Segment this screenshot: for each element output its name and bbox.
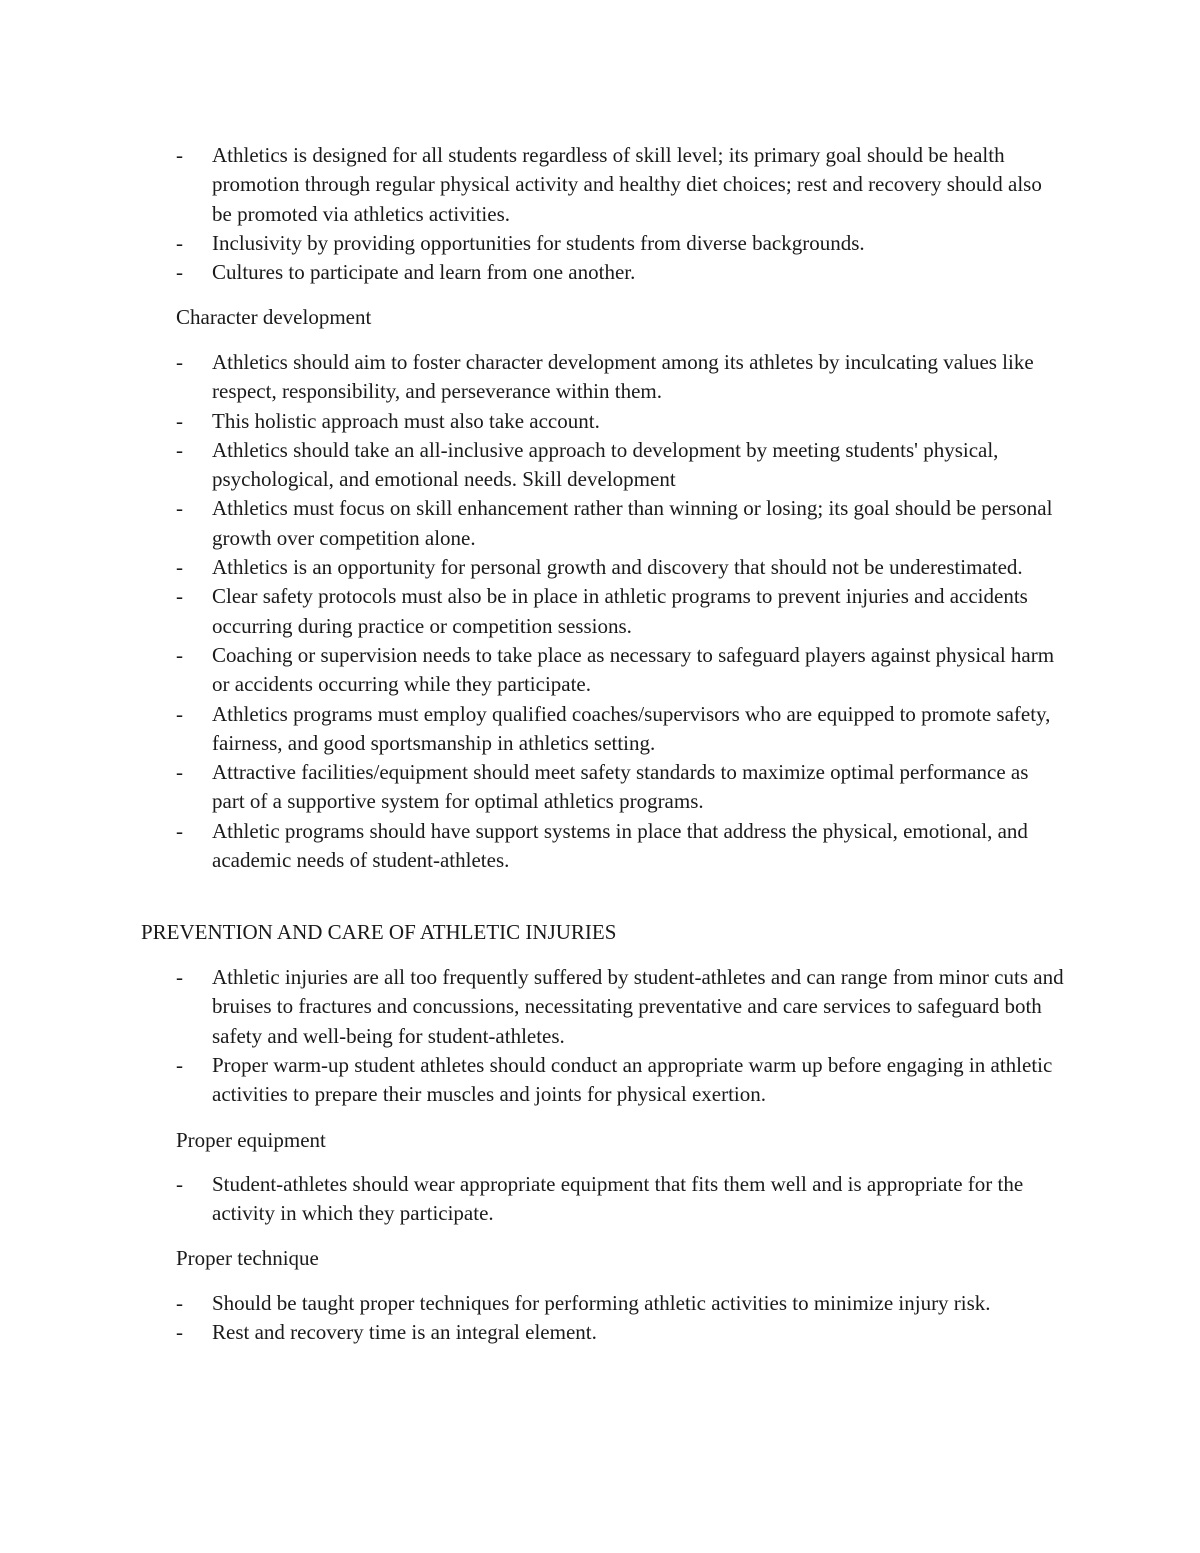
list-item xyxy=(176,817,1066,876)
list-item xyxy=(176,1170,1066,1229)
dash-bullet: - xyxy=(176,818,183,843)
list-item-text: Athletic programs should have support systems in place that address the physical, emotional, and academic needs of student-athletes. xyxy=(212,818,1028,873)
list-item xyxy=(176,1289,1066,1318)
list-item-text: Athletics is an opportunity for personal growth and discovery that should not be underestimated. xyxy=(212,555,1023,580)
dash-bullet: - xyxy=(176,965,183,989)
list-item-text: Cultures to participate and learn from one another. xyxy=(212,260,636,285)
list-item-text: Student-athletes should wear appropriate equipment that fits them well and is appropriate for the activity in which they participate. xyxy=(212,1172,1024,1226)
list-item xyxy=(176,1318,1066,1347)
dash-bullet: - xyxy=(176,584,183,609)
list-item xyxy=(176,758,1066,817)
heading-proper-equipment: Proper equipment xyxy=(176,1128,326,1152)
list-item-text: Athletics is designed for all students regardless of skill level; its primary goal should be health promotion through regular physical activity and healthy diet choices; rest and recovery should also be promoted via athletics activities. xyxy=(212,143,1042,226)
list-item-text: Should be taught proper techniques for performing athletic activities to minimize injury risk. xyxy=(212,1291,991,1315)
list-item-text: This holistic approach must also take account. xyxy=(212,408,600,433)
list-item-text: Athletics must focus on skill enhancement rather than winning or losing; its goal should be personal growth over competition alone. xyxy=(212,496,1053,550)
list-item-text: Rest and recovery time is an integral element. xyxy=(212,1320,597,1345)
list-item-text: Attractive facilities/equipment should meet safety standards to maximize optimal performance as part of a supportive system for optimal athletics programs. xyxy=(212,760,1029,814)
list-item xyxy=(176,582,1066,641)
dash-bullet: - xyxy=(176,408,183,433)
list-item-text: Athletics should aim to foster character development among its athletes by inculcating values like respect, responsibility, and perseverance within them. xyxy=(212,350,1034,404)
list-item xyxy=(176,553,1066,582)
list-item xyxy=(176,700,1066,759)
list-item-text: Inclusivity by providing opportunities for students from diverse backgrounds. xyxy=(212,230,865,255)
dash-bullet: - xyxy=(176,1052,183,1077)
list-item-text: Athletic injuries are all too frequently suffered by student-athletes and can range from minor cuts and bruises to fractures and concussions, necessitating preventative and care services to safeguard both safety and well-being for student-athletes. xyxy=(212,965,1064,1048)
list-item xyxy=(176,229,1066,258)
list-item-text: Athletics should take an all-inclusive approach to development by meeting students' physical, psychological, and emotional needs. Skill development xyxy=(212,437,999,492)
dash-bullet: - xyxy=(176,555,183,580)
list-item-text: Coaching or supervision needs to take place as necessary to safeguard players against physical harm or accidents occurring while they participate. xyxy=(212,642,1055,697)
dash-bullet: - xyxy=(176,1291,183,1315)
intro-bullet-list xyxy=(176,141,1066,287)
list-item-text: Clear safety protocols must also be in place in athletic programs to prevent injuries and accidents occurring during practice or competition sessions. xyxy=(212,584,1028,638)
list-item xyxy=(176,348,1066,407)
dash-bullet: - xyxy=(176,437,183,462)
heading-prevention-care: PREVENTION AND CARE OF ATHLETIC INJURIES xyxy=(141,920,617,944)
dash-bullet: - xyxy=(176,350,183,374)
dash-bullet: - xyxy=(176,496,183,521)
list-item xyxy=(176,963,1066,1051)
list-item xyxy=(176,141,1066,229)
character-bullet-list xyxy=(176,348,1066,875)
list-item-text: Proper warm-up student athletes should conduct an appropriate warm up before engaging in athletic activities to prepare their muscles and joints for physical exertion. xyxy=(212,1052,1053,1107)
dash-bullet: - xyxy=(176,701,183,726)
list-item xyxy=(176,494,1066,553)
equipment-bullet-list xyxy=(176,1170,1066,1229)
heading-proper-technique: Proper technique xyxy=(176,1246,319,1270)
dash-bullet: - xyxy=(176,1172,183,1196)
list-item xyxy=(176,436,1066,495)
list-item xyxy=(176,1051,1066,1110)
prevention-bullet-list xyxy=(176,963,1066,1109)
dash-bullet: - xyxy=(176,1320,183,1345)
list-item xyxy=(176,258,1066,287)
dash-bullet: - xyxy=(176,760,183,785)
list-item-text: Athletics programs must employ qualified coaches/supervisors who are equipped to promote safety, fairness, and good sportsmanship in athletics setting. xyxy=(212,701,1051,755)
technique-bullet-list xyxy=(176,1289,1066,1348)
dash-bullet: - xyxy=(176,260,183,285)
list-item xyxy=(176,641,1066,700)
dash-bullet: - xyxy=(176,642,183,667)
dash-bullet: - xyxy=(176,230,183,255)
heading-character-development: Character development xyxy=(176,305,372,329)
list-item xyxy=(176,407,1066,436)
dash-bullet: - xyxy=(176,143,183,167)
